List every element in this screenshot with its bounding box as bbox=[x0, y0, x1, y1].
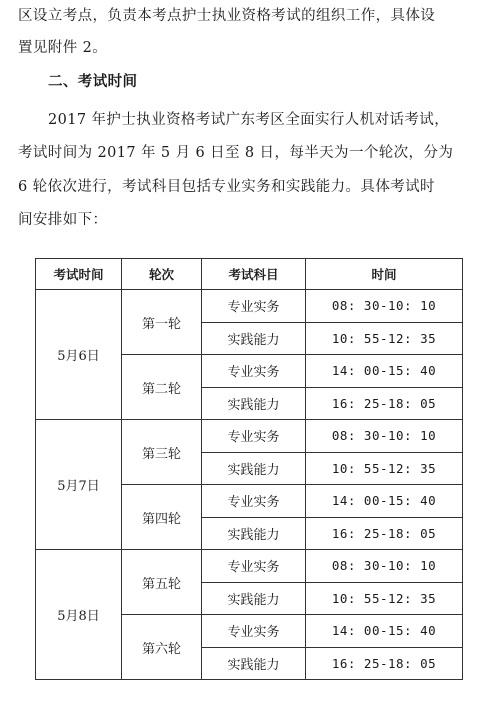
subject-cell: 专业实务 bbox=[202, 290, 306, 323]
body-text-line: 间安排如下： bbox=[18, 212, 108, 228]
subject-cell: 实践能力 bbox=[202, 452, 306, 485]
time-cell: 10: 55-12: 35 bbox=[306, 452, 463, 485]
time-cell: 08: 30-10: 10 bbox=[306, 420, 463, 453]
subject-cell: 实践能力 bbox=[202, 647, 306, 680]
table-row bbox=[36, 550, 463, 583]
round-cell: 第五轮 bbox=[122, 550, 202, 615]
subject-cell: 专业实务 bbox=[202, 550, 306, 583]
header-subject: 考试科目 bbox=[202, 259, 306, 290]
time-cell: 16: 25-18: 05 bbox=[306, 387, 463, 420]
time-cell: 14: 00-15: 40 bbox=[306, 615, 463, 648]
subject-cell: 实践能力 bbox=[202, 322, 306, 355]
subject-cell: 专业实务 bbox=[202, 615, 306, 648]
header-time: 时间 bbox=[306, 259, 463, 290]
subject-cell: 实践能力 bbox=[202, 517, 306, 550]
subject-cell: 实践能力 bbox=[202, 387, 306, 420]
table-row bbox=[36, 420, 463, 453]
header-exam-date: 考试时间 bbox=[36, 259, 122, 290]
round-cell: 第四轮 bbox=[122, 485, 202, 550]
time-cell: 16: 25-18: 05 bbox=[306, 647, 463, 680]
body-text-line: 2017 年护士执业资格考试广东考区全面实行人机对话考试， bbox=[48, 112, 450, 128]
time-cell: 08: 30-10: 10 bbox=[306, 550, 463, 583]
time-cell: 16: 25-18: 05 bbox=[306, 517, 463, 550]
subject-cell: 专业实务 bbox=[202, 420, 306, 453]
exam-schedule-table bbox=[35, 258, 463, 680]
time-cell: 08: 30-10: 10 bbox=[306, 290, 463, 323]
header-round: 轮次 bbox=[122, 259, 202, 290]
time-cell: 14: 00-15: 40 bbox=[306, 485, 463, 518]
round-cell: 第三轮 bbox=[122, 420, 202, 485]
section-heading: 二、考试时间 bbox=[48, 74, 138, 90]
date-cell: 5月8日 bbox=[36, 550, 122, 680]
time-cell: 10: 55-12: 35 bbox=[306, 582, 463, 615]
body-text-line: 置见附件 2。 bbox=[18, 40, 108, 56]
body-text-line: 考试时间为 2017 年 5 月 6 日至 8 日，每半天为一个轮次，分为 bbox=[18, 145, 454, 161]
date-cell: 5月7日 bbox=[36, 420, 122, 550]
table-row bbox=[36, 290, 463, 323]
subject-cell: 实践能力 bbox=[202, 582, 306, 615]
round-cell: 第六轮 bbox=[122, 615, 202, 680]
round-cell: 第一轮 bbox=[122, 290, 202, 355]
subject-cell: 专业实务 bbox=[202, 355, 306, 388]
time-cell: 10: 55-12: 35 bbox=[306, 322, 463, 355]
body-text-line: 区设立考点，负责本考点护士执业资格考试的组织工作，具体设 bbox=[18, 8, 436, 24]
date-cell: 5月6日 bbox=[36, 290, 122, 420]
body-text-line: 6 轮依次进行，考试科目包括专业实务和实践能力。具体考试时 bbox=[18, 179, 435, 195]
table-header-row bbox=[36, 259, 463, 290]
subject-cell: 专业实务 bbox=[202, 485, 306, 518]
round-cell: 第二轮 bbox=[122, 355, 202, 420]
time-cell: 14: 00-15: 40 bbox=[306, 355, 463, 388]
